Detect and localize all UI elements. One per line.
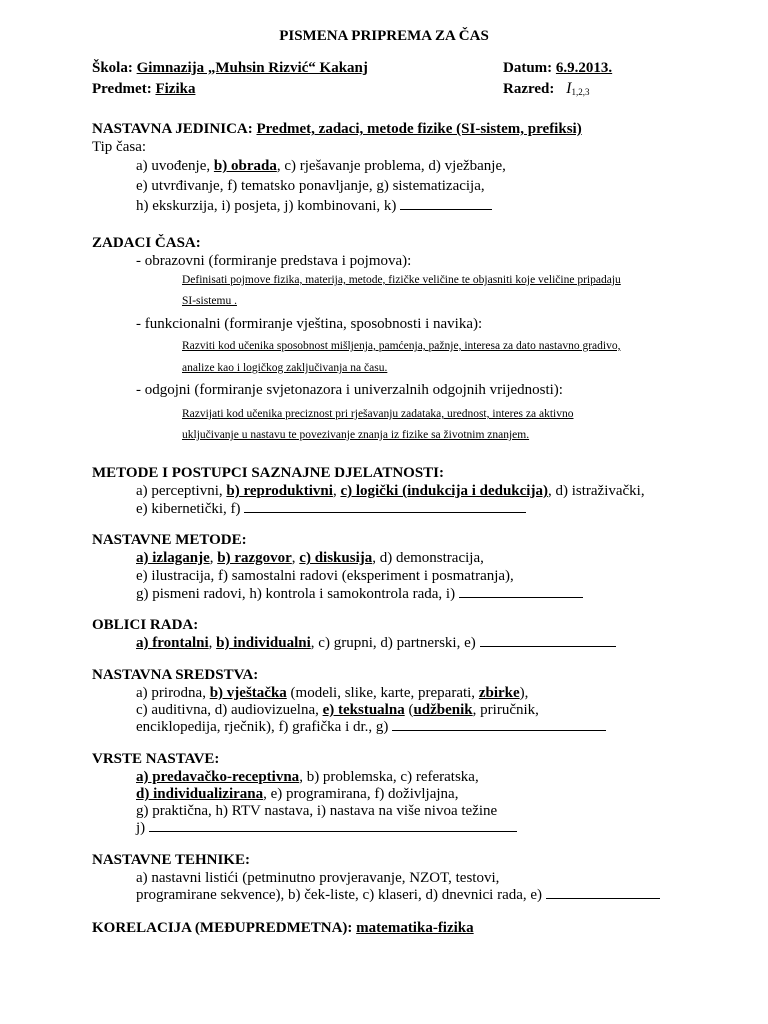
nastavne-metode-label: NASTAVNE METODE:	[92, 532, 247, 548]
ns-l2-c: (	[404, 702, 414, 718]
vrste-label: VRSTE NASTAVE:	[92, 751, 220, 767]
sredstva-line-3	[136, 718, 606, 736]
oblici-label: OBLICI RADA:	[92, 617, 199, 633]
nastavne-metode-line-1	[136, 549, 484, 567]
sredstva-line-2	[136, 701, 539, 719]
header-predmet	[92, 80, 195, 98]
nm-b: b) razgovor	[217, 550, 292, 566]
tip-casa-c: , c) rješavanje problema, d) vježbanje,	[276, 158, 506, 174]
ns-l2-b: e) tekstualna	[322, 702, 405, 718]
ns-l2-a: c) auditivna, d) audiovizuelna,	[136, 702, 323, 718]
or-b: b) individualni	[216, 635, 311, 651]
vn-blank	[149, 819, 517, 832]
sredstva-line-1	[136, 684, 528, 702]
ns-e: ),	[519, 685, 529, 701]
korelacija-value: matematika-fizika	[356, 920, 474, 936]
predmet-value: Fizika	[155, 81, 196, 97]
or-sep: ,	[208, 635, 217, 651]
tehnike-line-2	[136, 886, 660, 904]
vrste-line-4	[136, 819, 517, 837]
tip-casa-line-3	[136, 197, 492, 215]
nm-sep2: ,	[291, 550, 300, 566]
obrazovni-text-1: Definisati pojmove fizika, materija, metode, fizičke veličine te objasniti koje veličine pripadaju	[182, 274, 621, 286]
header-skola	[92, 59, 368, 77]
tip-casa-a: a) uvođenje,	[136, 158, 214, 174]
page-title: PISMENA PRIPREMA ZA ČAS	[279, 28, 489, 44]
mp-c: c) logički (indukcija i dedukcija)	[340, 483, 548, 499]
sredstva-label: NASTAVNA SREDSTVA:	[92, 667, 259, 683]
vrste-line-1	[136, 768, 479, 786]
nm-l3-text: g) pismeni radovi, h) kontrola i samokontrola rada, i)	[136, 586, 456, 602]
razred-value: I	[566, 80, 572, 97]
odgojni-text-2: uključivanje u nastavu te povezivanje znanja iz fizike sa životnim znanjem.	[182, 429, 530, 441]
vn-e: , e) programirana, f) doživljajna,	[263, 786, 459, 802]
korelacija	[92, 919, 474, 937]
nastavne-metode-line-2: e) ilustracija, f) samostalni radovi (eksperiment i posmatranja),	[136, 568, 514, 584]
or-c: , c) grupni, d) partnerski, e)	[310, 635, 476, 651]
tehnike-label: NASTAVNE TEHNIKE:	[92, 852, 250, 868]
nm-blank	[459, 585, 583, 598]
skola-value: Gimnazija „Muhsin Rizvić“ Kakanj	[136, 60, 368, 76]
funkcionalni-text-2: analize kao i logičkog zaključivanja na času.	[182, 362, 388, 374]
metode-postupci-label: METODE I POSTUPCI SAZNAJNE DJELATNOSTI:	[92, 465, 445, 481]
nm-c: c) diskusija	[299, 550, 373, 566]
jedinica-label: NASTAVNA JEDINICA:	[92, 121, 253, 137]
odgojni-text-1: Razvijati kod učenika preciznost pri rješavanju zadataka, urednost, interes za aktivno	[182, 408, 574, 420]
tip-casa-line-2: e) utvrđivanje, f) tematsko ponavljanje, g) sistematizacija,	[136, 178, 485, 194]
mp-sep: ,	[332, 483, 341, 499]
ns-d: zbirke	[478, 685, 520, 701]
tip-casa-l3-text: h) ekskurzija, i) posjeta, j) kombinovani, k)	[136, 198, 397, 214]
vn-b: , b) problemska, c) referatska,	[299, 769, 479, 785]
funkcionalni-text-1: Razviti kod učenika sposobnost mišljenja, pamćenja, pažnje, interesa za dato nastavno gradivo,	[182, 340, 621, 352]
or-blank	[480, 634, 616, 647]
ns-b: b) vještačka	[209, 685, 287, 701]
vn-d: d) individualizirana	[136, 786, 264, 802]
tip-casa-line-1	[136, 157, 506, 175]
metode-postupci-line-1	[136, 482, 645, 500]
nt-blank	[546, 886, 660, 899]
header-razred	[503, 80, 589, 101]
nastavne-metode-line-3	[136, 585, 583, 603]
tehnike-line-1: a) nastavni listići (petminutno provjeravanje, NZOT, testovi,	[136, 870, 500, 886]
tip-casa-blank	[400, 197, 492, 210]
razred-sub: 1,2,3	[571, 87, 590, 97]
ns-l2-e: , priručnik,	[472, 702, 539, 718]
mp-a: a) perceptivni,	[136, 483, 227, 499]
or-a: a) frontalni	[136, 635, 209, 651]
vrste-line-3: g) praktična, h) RTV nastava, i) nastava na više nivoa težine	[136, 803, 498, 819]
obrazovni-label: - obrazovni (formiranje predstava i pojmova):	[136, 253, 412, 269]
vn-l4-text: j)	[136, 820, 146, 836]
oblici-line-1	[136, 634, 616, 652]
mp-blank	[244, 500, 526, 513]
jedinica-value: Predmet, zadaci, metode fizike (SI-sistem, prefiksi)	[256, 121, 582, 137]
skola-label: Škola:	[92, 60, 133, 76]
vn-a: a) predavačko-receptivna	[136, 769, 300, 785]
ns-a: a) prirodna,	[136, 685, 210, 701]
zadaci-label: ZADACI ČASA:	[92, 235, 201, 251]
tip-casa-b: b) obrada	[213, 158, 277, 174]
razred-label: Razred:	[503, 81, 555, 97]
obrazovni-text-2: SI-sistemu .	[182, 295, 237, 307]
funkcionalni-label: - funkcionalni (formiranje vještina, sposobnosti i navika):	[136, 316, 483, 332]
ns-l3-text: enciklopedija, rječnik), f) grafička i dr., g)	[136, 719, 389, 735]
vrste-line-2	[136, 785, 458, 803]
nm-a: a) izlaganje	[136, 550, 210, 566]
ns-c: (modeli, slike, karte, preparati,	[286, 685, 479, 701]
metode-postupci-line-2	[136, 500, 526, 518]
nt-l2-text: programirane sekvence), b) ček-liste, c) klaseri, d) dnevnici rada, e)	[136, 887, 543, 903]
ns-l2-d: udžbenik	[413, 702, 473, 718]
header-datum	[503, 59, 612, 77]
predmet-label: Predmet:	[92, 81, 152, 97]
korelacija-label: KORELACIJA (MEĐUPREDMETNA):	[92, 920, 353, 936]
odgojni-label: - odgojni (formiranje svjetonazora i univerzalnih odgojnih vrijednosti):	[136, 382, 563, 398]
ns-blank	[392, 718, 606, 731]
mp-b: b) reproduktivni	[226, 483, 333, 499]
nastavna-jedinica	[92, 120, 582, 138]
nm-d: , d) demonstracija,	[372, 550, 484, 566]
datum-value: 6.9.2013.	[555, 60, 613, 76]
datum-label: Datum:	[503, 60, 553, 76]
mp-d: , d) istraživački,	[547, 483, 645, 499]
mp-l2-text: e) kibernetički, f)	[136, 501, 241, 517]
nm-sep1: ,	[209, 550, 218, 566]
tip-casa-label: Tip časa:	[92, 139, 147, 155]
